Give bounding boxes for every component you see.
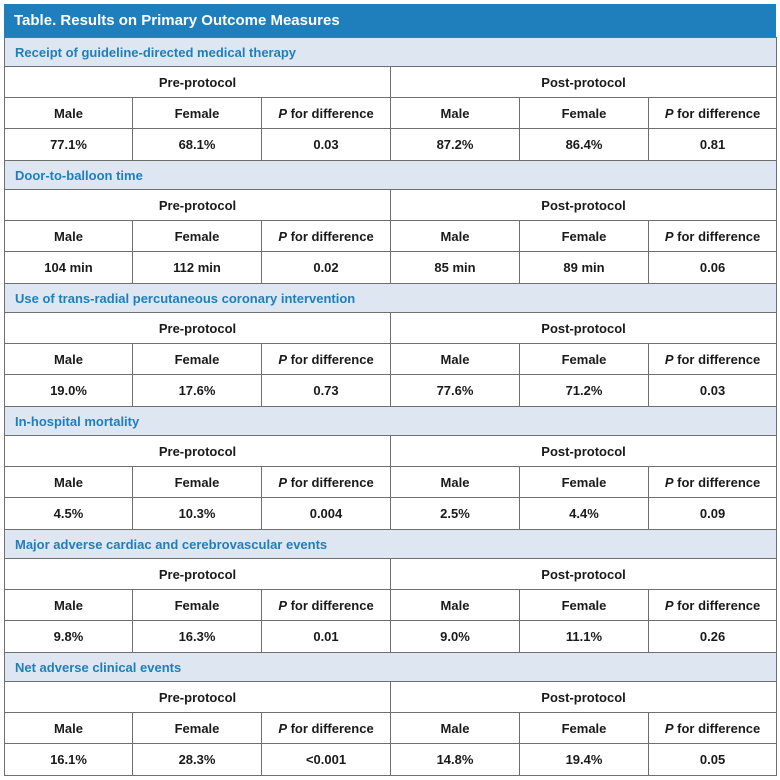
p-label-rest: for difference: [673, 720, 761, 736]
value-cell: 0.03: [649, 375, 777, 407]
p-letter: P: [278, 474, 287, 490]
group-header: Post-protocol: [391, 67, 777, 98]
value-cell: 9.8%: [5, 621, 133, 653]
p-label-rest: for difference: [286, 720, 374, 736]
value-cell: 19.0%: [5, 375, 133, 407]
group-header: Pre-protocol: [5, 313, 391, 344]
p-letter: P: [664, 597, 674, 613]
column-header: Female: [520, 713, 649, 744]
column-header: [262, 590, 391, 621]
column-header-row: [5, 344, 777, 375]
value-cell: 16.1%: [5, 744, 133, 776]
value-cell: 0.004: [262, 498, 391, 530]
section-title: Major adverse cardiac and cerebrovascular events: [5, 530, 777, 559]
value-cell: 2.5%: [391, 498, 520, 530]
column-header: Male: [5, 344, 133, 375]
column-header-row: [5, 713, 777, 744]
column-header: Female: [520, 98, 649, 129]
value-cell: 71.2%: [520, 375, 649, 407]
column-header: Male: [5, 221, 133, 252]
value-cell: 0.73: [262, 375, 391, 407]
p-label-rest: for difference: [286, 474, 374, 490]
p-label-rest: for difference: [673, 228, 761, 244]
group-header: Pre-protocol: [5, 67, 391, 98]
section-title: Door-to-balloon time: [5, 161, 777, 190]
column-header: [262, 467, 391, 498]
section-row: [5, 653, 777, 682]
section-row: [5, 530, 777, 559]
results-table-container: [4, 4, 776, 776]
section-title: Receipt of guideline-directed medical therapy: [5, 38, 777, 67]
value-row: [5, 498, 777, 530]
column-header: Female: [133, 344, 262, 375]
value-cell: <0.001: [262, 744, 391, 776]
group-header: Pre-protocol: [5, 436, 391, 467]
column-header: Male: [5, 98, 133, 129]
value-row: [5, 744, 777, 776]
group-header: Pre-protocol: [5, 682, 391, 713]
column-header: [649, 713, 777, 744]
group-row: [5, 436, 777, 467]
value-cell: 14.8%: [391, 744, 520, 776]
p-letter: P: [664, 720, 674, 736]
value-cell: 77.1%: [5, 129, 133, 161]
value-cell: 4.4%: [520, 498, 649, 530]
column-header-row: [5, 221, 777, 252]
section-row: [5, 38, 777, 67]
group-header: Pre-protocol: [5, 190, 391, 221]
column-header: Female: [133, 713, 262, 744]
column-header: Female: [520, 590, 649, 621]
value-cell: 85 min: [391, 252, 520, 284]
column-header: Male: [391, 467, 520, 498]
value-row: [5, 375, 777, 407]
section-row: [5, 284, 777, 313]
p-label-rest: for difference: [286, 105, 374, 121]
column-header: Female: [133, 98, 262, 129]
group-row: [5, 682, 777, 713]
group-header: Post-protocol: [391, 436, 777, 467]
column-header: [649, 98, 777, 129]
group-row: [5, 313, 777, 344]
column-header: [262, 713, 391, 744]
results-table-body: [5, 38, 777, 776]
value-cell: 86.4%: [520, 129, 649, 161]
group-row: [5, 190, 777, 221]
value-cell: 0.26: [649, 621, 777, 653]
column-header: Male: [391, 590, 520, 621]
value-cell: 0.01: [262, 621, 391, 653]
value-cell: 17.6%: [133, 375, 262, 407]
column-header: [262, 344, 391, 375]
column-header: Male: [5, 590, 133, 621]
section-title: In-hospital mortality: [5, 407, 777, 436]
p-letter: P: [278, 720, 287, 736]
group-header: Pre-protocol: [5, 559, 391, 590]
column-header: Male: [391, 344, 520, 375]
value-cell: 11.1%: [520, 621, 649, 653]
value-row: [5, 621, 777, 653]
group-header: Post-protocol: [391, 682, 777, 713]
value-cell: 77.6%: [391, 375, 520, 407]
value-cell: 0.06: [649, 252, 777, 284]
column-header: Male: [391, 98, 520, 129]
value-cell: 4.5%: [5, 498, 133, 530]
value-cell: 0.09: [649, 498, 777, 530]
column-header: Male: [5, 467, 133, 498]
column-header: [649, 467, 777, 498]
column-header-row: [5, 590, 777, 621]
value-cell: 104 min: [5, 252, 133, 284]
value-row: [5, 252, 777, 284]
column-header-row: [5, 467, 777, 498]
p-label-rest: for difference: [286, 351, 374, 367]
section-title: Use of trans-radial percutaneous coronary intervention: [5, 284, 777, 313]
column-header: Male: [391, 221, 520, 252]
p-label-rest: for difference: [673, 105, 761, 121]
p-label-rest: for difference: [673, 474, 761, 490]
column-header-row: [5, 98, 777, 129]
group-header: Post-protocol: [391, 313, 777, 344]
section-title: Net adverse clinical events: [5, 653, 777, 682]
p-letter: P: [664, 105, 674, 121]
column-header: Female: [520, 221, 649, 252]
value-cell: 0.81: [649, 129, 777, 161]
value-row: [5, 129, 777, 161]
p-label-rest: for difference: [286, 228, 374, 244]
group-header: Post-protocol: [391, 559, 777, 590]
p-label-rest: for difference: [673, 351, 761, 367]
column-header: [262, 98, 391, 129]
p-letter: P: [278, 351, 287, 367]
column-header: Female: [520, 344, 649, 375]
group-row: [5, 559, 777, 590]
p-letter: P: [664, 474, 674, 490]
column-header: [649, 221, 777, 252]
group-row: [5, 67, 777, 98]
value-cell: 9.0%: [391, 621, 520, 653]
section-row: [5, 407, 777, 436]
p-letter: P: [664, 228, 674, 244]
value-cell: 28.3%: [133, 744, 262, 776]
column-header: Female: [133, 467, 262, 498]
section-row: [5, 161, 777, 190]
column-header: Female: [520, 467, 649, 498]
p-letter: P: [664, 351, 674, 367]
value-cell: 112 min: [133, 252, 262, 284]
p-letter: P: [278, 105, 287, 121]
column-header: Female: [133, 221, 262, 252]
value-cell: 10.3%: [133, 498, 262, 530]
value-cell: 0.05: [649, 744, 777, 776]
value-cell: 68.1%: [133, 129, 262, 161]
table-title: Table. Results on Primary Outcome Measures: [4, 4, 776, 37]
column-header: Male: [5, 713, 133, 744]
column-header: Male: [391, 713, 520, 744]
column-header: Female: [133, 590, 262, 621]
value-cell: 87.2%: [391, 129, 520, 161]
p-label-rest: for difference: [286, 597, 374, 613]
p-label-rest: for difference: [673, 597, 761, 613]
value-cell: 0.02: [262, 252, 391, 284]
p-letter: P: [278, 597, 287, 613]
value-cell: 89 min: [520, 252, 649, 284]
value-cell: 19.4%: [520, 744, 649, 776]
results-table: [4, 37, 777, 776]
column-header: [262, 221, 391, 252]
p-letter: P: [278, 228, 287, 244]
group-header: Post-protocol: [391, 190, 777, 221]
column-header: [649, 590, 777, 621]
column-header: [649, 344, 777, 375]
value-cell: 16.3%: [133, 621, 262, 653]
value-cell: 0.03: [262, 129, 391, 161]
